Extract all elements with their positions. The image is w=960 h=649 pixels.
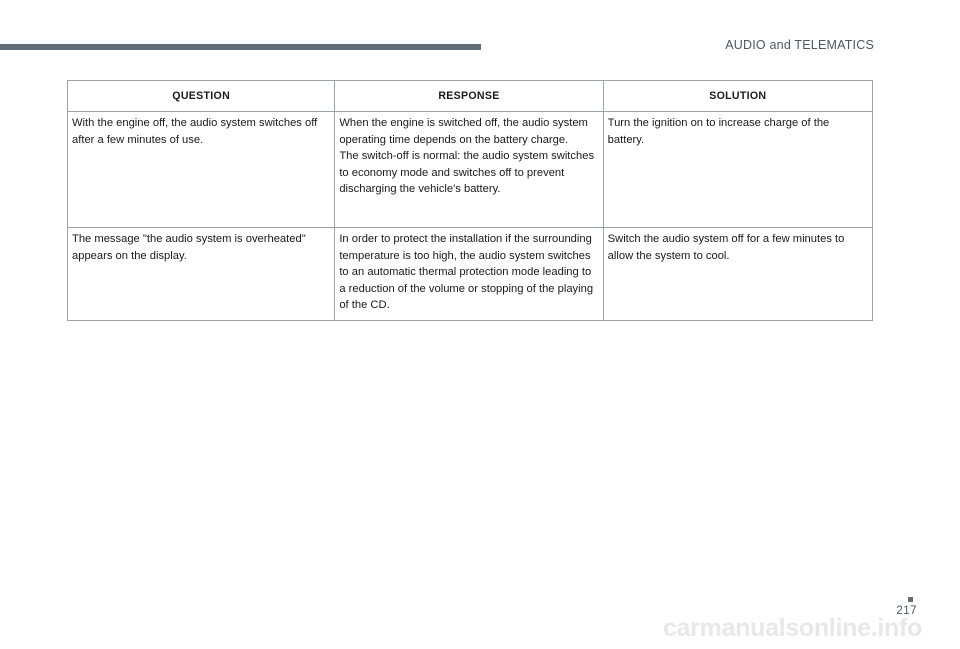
question-cell: With the engine off, the audio system switches off after a few minutes of use. [68, 112, 335, 228]
table-header-row [68, 81, 873, 112]
faq-table [67, 80, 873, 321]
column-header-solution: SOLUTION [603, 81, 872, 112]
column-header-question: QUESTION [68, 81, 335, 112]
response-cell [335, 228, 603, 321]
response-line: In order to protect the installation if the surrounding temperature is too high, the audio system switches to an automatic thermal protection mode leading to a reduction of the volume or stopping of the playing of the CD. [339, 233, 594, 311]
column-header-response: RESPONSE [335, 81, 603, 112]
page-number: 217 [896, 605, 917, 617]
page-marker-square [908, 597, 913, 602]
solution-cell: Switch the audio system off for a few minutes to allow the system to cool. [603, 228, 872, 321]
solution-cell: Turn the ignition on to increase charge of the battery. [603, 112, 872, 228]
response-line: The switch-off is normal: the audio system switches to economy mode and switches off to prevent discharging the vehicle's battery. [339, 150, 595, 195]
table-row [68, 228, 873, 321]
question-cell: The message "the audio system is overheated" appears on the display. [68, 228, 335, 321]
table-row [68, 112, 873, 228]
section-title: AUDIO and TELEMATICS [725, 38, 874, 52]
response-line: When the engine is switched off, the audio system operating time depends on the battery charge. [339, 117, 588, 146]
top-accent-bar [0, 44, 481, 50]
response-cell [335, 112, 603, 228]
watermark: carmanualsonline.info [662, 614, 922, 642]
